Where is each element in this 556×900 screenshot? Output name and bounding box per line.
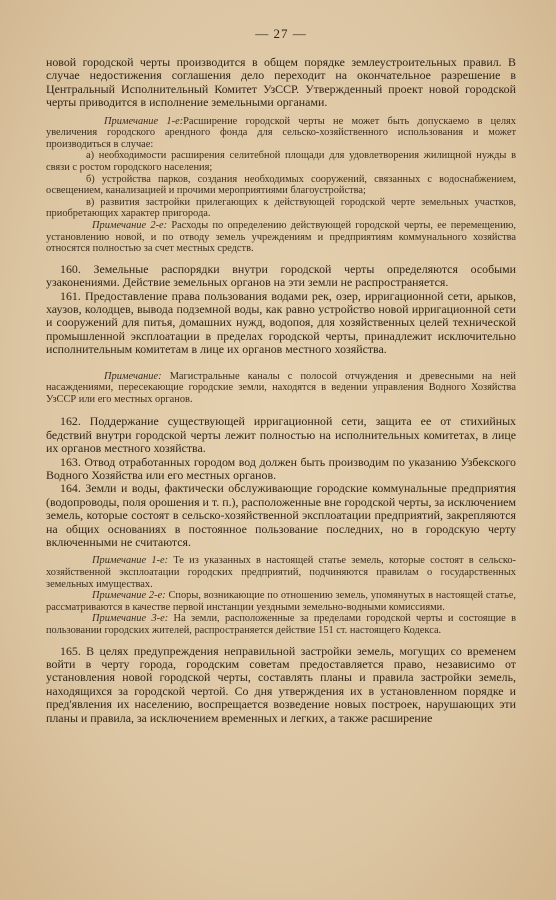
note-4 <box>46 555 516 590</box>
note-text: Магистральные каналы с полосой отчуждения и древесными на ней насаждениями, пересекающие городские земли, находятся в ведении управления Водного Хозяйства УзССР или его местных органов. <box>46 370 516 405</box>
note-label: Примечание 2-е: <box>92 590 166 602</box>
page-number: — 27 — <box>255 26 307 41</box>
note-text: Расширение городской черты не может быть допускаемо в целях увеличения городского арендного фонда для сельско-хозяйственного использования и может производиться в случае: <box>46 115 516 150</box>
paragraph-intro: новой городской черты производится в общем порядке землеустроительных правил. В случае недостижения соглашения дело переходит на окончательное разрешение в Центральный Исполнительный Комитет УзССР. Утвержденный проект новой городской черты приводится в исполнение земельными органами. <box>46 55 516 110</box>
article-163: 163. Отвод отработанных городом вод должен быть производим по указанию Узбекского Водного Хозяйства или его местных органов. <box>46 454 516 482</box>
note-text: Расходы по определению действующей городской черты, ее перемещению, установлению новой, и по отводу земель учреждениям и предприятиям коммунального хозяйства относятся полностью за счет местных средств. <box>46 219 516 255</box>
note-1-item-c: в) развития застройки прилегающих к действующей городской черте земельных участков, приобретающих характер пригорода. <box>46 196 516 220</box>
note-label: Примечание 1-е: <box>92 555 169 567</box>
note-text: Те из указанных в настоящей статье земель, которые состоят в сельско-хозяйственной эксплоатации городских предприятий, подчиняются правилам о государственных земельных имуществах. <box>46 555 516 590</box>
note-label: Примечание 3-е: <box>92 613 169 625</box>
article-160: 160. Земельные распорядки внутри городской черты определяются особыми узаконениями. Действие земельных органов на эти земли не распространяется. <box>46 261 516 290</box>
note-label: Примечание 2-е: <box>92 219 168 231</box>
article-165: 165. В целях предупреждения неправильной застройки земель, могущих со временем войти в черту города, городским советам предоставляется право, независимо от установления новой городской черты, составлять планы и правила застройки земель, находящихся за городской чертой. Со дня утверждения их в установленном порядке и пред'явления их населению, воспрещается возведение новых построек, нарушающих эти планы и правила, за исключением временных и легких, а также расширение <box>46 643 516 725</box>
note-2 <box>46 220 516 255</box>
note-text: Споры, возникающие по отношению земель, упомянутых в настоящей статье, рассматриваются в качестве первой инстанции уездными земельно-водными комиссиями. <box>46 590 516 613</box>
note-1-item-a: а) необходимости расширения селитебной площади для удовлетворения жилищной нужды в связи с ростом городского населения; <box>46 150 516 173</box>
note-1 <box>46 116 516 151</box>
note-5 <box>46 590 516 613</box>
article-162: 162. Поддержание существующей ирригационной сети, защита ее от стихийных бедствий внутри городской черты лежит полностью на исполнительных комитетах, в лице их органов местного хозяйства. <box>46 414 516 456</box>
article-161: 161. Предоставление права пользования водами рек, озер, ирригационной сети, арыков, хаузов, колодцев, вывода подземной воды, как равно устройство новой ирригационной сети и сооружений для питья, домашних нужд, водопоя, для хозяйственных целей технической промышленной эксплоатации в пределах городской черты, принадлежит исключительно исполнительным комитетам в лице их органов местного хозяйства. <box>46 288 516 357</box>
note-6 <box>46 613 516 636</box>
article-164: 164. Земли и воды, фактически обслуживающие городские коммунальные предприятия (водопроводы, поля орошения и т. п.), расположенные вне городской черты, за исключением земель, которые состоят в сельско-хозяйственной эксплоатации предприятий, закрепляются на общих основаниях в постоянное пользование последних, но в городскую черту включенными не считаются. <box>46 481 516 550</box>
note-label: Примечание: <box>104 370 162 382</box>
note-1-item-b: б) устройства парков, создания необходимых сооружений, связанных с водоснабжением, освещением, канализацией и прочими мероприятиями благоустройства; <box>46 173 516 197</box>
note-3 <box>46 371 516 406</box>
note-text: На земли, расположенные за пределами городской черты и состоящие в пользовании городских жителей, распространяется действие 151 ст. настоящего Кодекса. <box>46 613 516 636</box>
note-label: Примечание 1-е: <box>104 115 184 127</box>
